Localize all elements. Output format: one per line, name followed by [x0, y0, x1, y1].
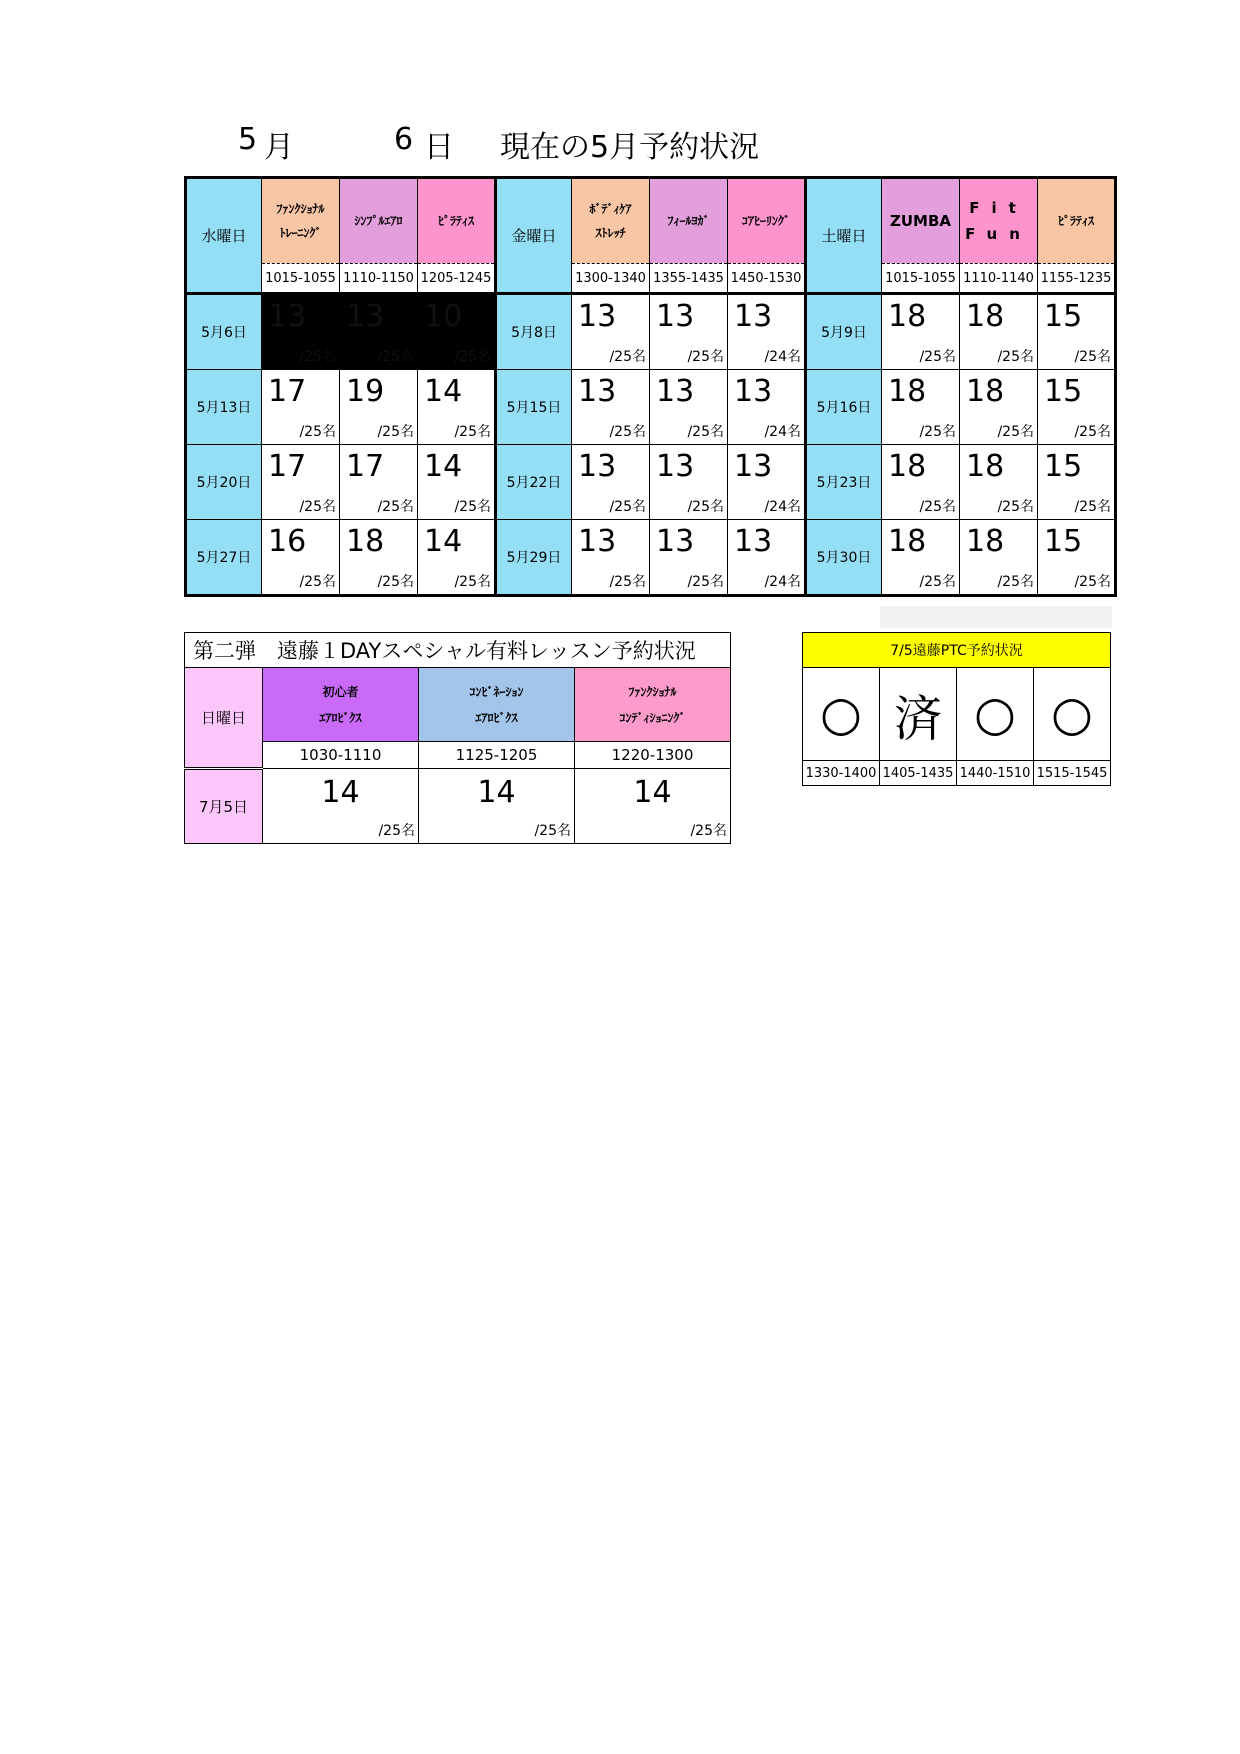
reservation-cell	[650, 445, 728, 520]
class-time: 1125-1205	[419, 742, 575, 769]
class-header	[340, 178, 418, 264]
class-time: 1220-1300	[575, 742, 731, 769]
reserved-count: 16	[268, 524, 307, 559]
class-name-line: ｺﾝﾃﾞｨｼｮﾆﾝｸﾞ	[619, 710, 686, 725]
date-cell: 5月9日	[806, 294, 882, 370]
special-time-row	[185, 742, 731, 769]
class-header	[882, 178, 960, 264]
reservation-cell	[419, 769, 575, 844]
reservation-cell	[728, 294, 806, 370]
reservation-cell	[418, 520, 496, 596]
weekday-header: 土曜日	[806, 178, 882, 294]
ptc-time: 1405-1435	[880, 761, 957, 786]
week-row	[186, 370, 1116, 445]
capacity: /25名	[609, 424, 646, 440]
capacity: /24名	[764, 574, 801, 590]
reserved-count: 14	[424, 374, 463, 409]
week-row	[186, 520, 1116, 596]
class-header	[262, 178, 340, 264]
ptc-time: 1440-1510	[957, 761, 1034, 786]
reservation-cell	[882, 294, 960, 370]
reserved-count: 13	[734, 374, 773, 409]
date-cell: 5月27日	[186, 520, 262, 596]
reservation-cell	[1038, 370, 1116, 445]
class-header	[960, 178, 1038, 264]
reserved-count: 13	[578, 524, 617, 559]
reserved-count: 13	[656, 374, 695, 409]
weekday-header: 水曜日	[186, 178, 262, 294]
capacity: /25名	[687, 574, 724, 590]
reserved-count: 13	[734, 449, 773, 484]
class-name-line: Fit	[969, 199, 1028, 217]
capacity: /25名	[609, 499, 646, 515]
special-lesson-table	[184, 632, 731, 844]
class-name-line: Fun	[965, 225, 1032, 243]
reservation-cell	[882, 370, 960, 445]
class-name-line: ｴｱﾛﾋﾞｸｽ	[319, 710, 362, 725]
title-day: 6	[394, 122, 414, 157]
reservation-cell	[728, 370, 806, 445]
capacity: /25名	[377, 499, 414, 515]
reserved-count: 10	[424, 299, 463, 334]
ptc-time-row	[803, 761, 1111, 786]
reserved-count: 17	[346, 449, 385, 484]
reservation-cell	[960, 445, 1038, 520]
class-name-line: ﾌｨｰﾙﾖｶﾞ	[667, 214, 710, 228]
class-name-line: ｺｱﾋｰﾘﾝｸﾞ	[741, 214, 790, 228]
header-row	[186, 178, 1116, 264]
ptc-status: 済	[880, 668, 957, 761]
capacity: /25名	[609, 349, 646, 365]
title-month-unit: 月	[264, 130, 294, 165]
reservation-cell	[728, 520, 806, 596]
date-cell: 5月20日	[186, 445, 262, 520]
reservation-cell	[572, 370, 650, 445]
time-row	[186, 264, 1116, 294]
reserved-count: 18	[966, 449, 1005, 484]
reserved-count: 18	[966, 374, 1005, 409]
reservation-cell	[1038, 445, 1116, 520]
reserved-count: 13	[656, 449, 695, 484]
class-name-line: ﾌｧﾝｸｼｮﾅﾙ	[628, 684, 677, 699]
reserved-count: 15	[1044, 449, 1083, 484]
class-name-line: ｴｱﾛﾋﾞｸｽ	[475, 710, 518, 725]
special-title: 第二弾 遠藤１DAYスペシャル有料レッスン予約状況	[185, 633, 731, 668]
title-day-unit: 日	[424, 130, 454, 165]
reservation-cell	[572, 294, 650, 370]
capacity: /25名	[690, 823, 727, 839]
special-date-row	[185, 769, 731, 844]
reservation-cell	[960, 520, 1038, 596]
ptc-status: ○	[803, 668, 880, 761]
capacity: /25名	[378, 823, 415, 839]
reserved-count: 15	[1044, 524, 1083, 559]
reserved-count: 13	[734, 299, 773, 334]
capacity: /25名	[687, 349, 724, 365]
date-cell: 5月30日	[806, 520, 882, 596]
ptc-time: 1330-1400	[803, 761, 880, 786]
reserved-count: 13	[346, 299, 385, 334]
reserved-count: 13	[734, 524, 773, 559]
capacity: /25名	[687, 424, 724, 440]
reservation-cell	[418, 370, 496, 445]
reservation-cell	[960, 370, 1038, 445]
reserved-count: 18	[966, 299, 1005, 334]
reservation-cell	[262, 445, 340, 520]
class-name-line: ZUMBA	[889, 212, 952, 230]
reservation-cell	[340, 520, 418, 596]
reserved-count: 15	[1044, 299, 1083, 334]
class-time: 1030-1110	[263, 742, 419, 769]
reserved-count: 18	[346, 524, 385, 559]
date-cell: 5月23日	[806, 445, 882, 520]
capacity: /25名	[997, 499, 1034, 515]
ptc-status-row	[803, 668, 1111, 761]
reservation-cell	[650, 520, 728, 596]
shade-strip	[880, 606, 1112, 628]
reservation-cell	[882, 520, 960, 596]
class-header	[1038, 178, 1116, 264]
reservation-cell	[572, 445, 650, 520]
reservation-cell	[340, 294, 418, 370]
capacity: /25名	[1074, 574, 1111, 590]
class-name-line: ﾌｧﾝｸｼｮﾅﾙ	[276, 202, 325, 216]
capacity: /25名	[919, 349, 956, 365]
capacity: /25名	[299, 499, 336, 515]
capacity: /25名	[1074, 424, 1111, 440]
capacity: /24名	[764, 424, 801, 440]
schedule-table	[184, 176, 1117, 597]
capacity: /25名	[377, 574, 414, 590]
class-time: 1355-1435	[650, 264, 728, 294]
reserved-count: 13	[578, 299, 617, 334]
class-name-line: ﾎﾞﾃﾞｨｹｱ	[589, 202, 632, 216]
date-cell: 5月16日	[806, 370, 882, 445]
class-time: 1205-1245	[418, 264, 496, 294]
reservation-cell	[262, 370, 340, 445]
class-time: 1155-1235	[1038, 264, 1116, 294]
ptc-title-row	[803, 633, 1111, 668]
class-time: 1450-1530	[728, 264, 806, 294]
capacity: /25名	[377, 349, 414, 365]
class-header	[418, 178, 496, 264]
class-time: 1110-1140	[960, 264, 1038, 294]
date-cell: 5月6日	[186, 294, 262, 370]
capacity: /25名	[997, 424, 1034, 440]
reserved-count: 15	[1044, 374, 1083, 409]
capacity: /25名	[534, 823, 571, 839]
reserved-count: 14	[321, 775, 360, 810]
ptc-table	[802, 632, 1111, 786]
ptc-status: ○	[1034, 668, 1111, 761]
class-time: 1015-1055	[882, 264, 960, 294]
date-cell: 5月13日	[186, 370, 262, 445]
reservation-cell	[340, 445, 418, 520]
title-text: 現在の5月予約状況	[500, 130, 760, 165]
reservation-cell	[575, 769, 731, 844]
class-header	[728, 178, 806, 264]
capacity: /25名	[377, 424, 414, 440]
reservation-cell	[882, 445, 960, 520]
capacity: /25名	[687, 499, 724, 515]
class-name-line: ﾋﾟﾗﾃｨｽ	[1057, 214, 1094, 228]
reserved-count: 14	[477, 775, 516, 810]
capacity: /25名	[299, 574, 336, 590]
reservation-cell	[262, 294, 340, 370]
reservation-cell	[650, 294, 728, 370]
reserved-count: 13	[268, 299, 307, 334]
title-month: 5	[238, 122, 258, 157]
reserved-count: 14	[633, 775, 672, 810]
capacity: /25名	[997, 574, 1034, 590]
capacity: /25名	[919, 499, 956, 515]
capacity: /24名	[764, 499, 801, 515]
capacity: /25名	[997, 349, 1034, 365]
reserved-count: 13	[578, 374, 617, 409]
reservation-cell	[728, 445, 806, 520]
reserved-count: 13	[656, 524, 695, 559]
reserved-count: 13	[578, 449, 617, 484]
reserved-count: 18	[888, 374, 927, 409]
capacity: /25名	[454, 574, 491, 590]
reservation-cell	[418, 294, 496, 370]
capacity: /25名	[919, 424, 956, 440]
reservation-cell	[262, 520, 340, 596]
ptc-status: ○	[957, 668, 1034, 761]
class-name-line: ﾄﾚｰﾆﾝｸﾞ	[279, 226, 322, 240]
capacity: /25名	[1074, 499, 1111, 515]
reserved-count: 18	[888, 449, 927, 484]
special-title-row	[185, 633, 731, 668]
class-header	[263, 668, 419, 742]
class-time: 1300-1340	[572, 264, 650, 294]
class-name-line: ｺﾝﾋﾞﾈｰｼｮﾝ	[469, 684, 524, 699]
date-cell: 5月15日	[496, 370, 572, 445]
reserved-count: 17	[268, 374, 307, 409]
capacity: /25名	[919, 574, 956, 590]
class-name-line: ｽﾄﾚｯﾁ	[595, 226, 626, 240]
reserved-count: 14	[424, 449, 463, 484]
capacity: /25名	[454, 424, 491, 440]
capacity: /25名	[1074, 349, 1111, 365]
reserved-count: 14	[424, 524, 463, 559]
special-header-row	[185, 668, 731, 742]
weekday-header: 金曜日	[496, 178, 572, 294]
date-cell: 5月29日	[496, 520, 572, 596]
capacity: /25名	[454, 349, 491, 365]
date-cell: 5月8日	[496, 294, 572, 370]
week-row	[186, 294, 1116, 370]
class-name-line: 初心者	[322, 684, 359, 699]
reservation-cell	[418, 445, 496, 520]
capacity: /25名	[609, 574, 646, 590]
class-time: 1110-1150	[340, 264, 418, 294]
reservation-cell	[572, 520, 650, 596]
class-name-line: ﾋﾟﾗﾃｨｽ	[437, 214, 474, 228]
class-time: 1015-1055	[262, 264, 340, 294]
date-cell: 7月5日	[185, 769, 263, 844]
capacity: /25名	[299, 424, 336, 440]
date-cell: 5月22日	[496, 445, 572, 520]
reservation-cell	[1038, 520, 1116, 596]
reservation-cell	[960, 294, 1038, 370]
reserved-count: 18	[888, 299, 927, 334]
class-name-line: ｼﾝﾌﾟﾙｴｱﾛ	[354, 214, 403, 228]
reserved-count: 17	[268, 449, 307, 484]
reservation-cell	[263, 769, 419, 844]
class-header	[575, 668, 731, 742]
ptc-title: 7/5遠藤PTC予約状況	[803, 633, 1111, 668]
reserved-count: 18	[888, 524, 927, 559]
reserved-count: 18	[966, 524, 1005, 559]
reservation-cell	[1038, 294, 1116, 370]
reserved-count: 19	[346, 374, 385, 409]
reservation-cell	[650, 370, 728, 445]
reserved-count: 13	[656, 299, 695, 334]
class-header	[572, 178, 650, 264]
capacity: /25名	[299, 349, 336, 365]
capacity: /25名	[454, 499, 491, 515]
capacity: /24名	[764, 349, 801, 365]
ptc-time: 1515-1545	[1034, 761, 1111, 786]
reservation-cell	[340, 370, 418, 445]
class-header	[650, 178, 728, 264]
class-header	[419, 668, 575, 742]
weekday-header: 日曜日	[185, 668, 263, 769]
week-row	[186, 445, 1116, 520]
